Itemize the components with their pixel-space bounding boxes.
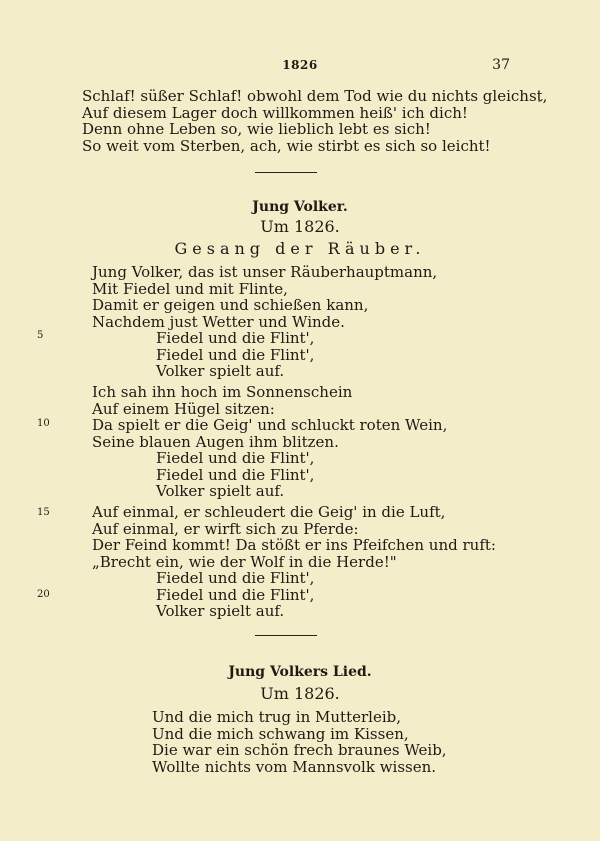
verse-line: Auf einem Hügel sitzen: xyxy=(92,399,275,418)
stanza xyxy=(92,384,447,500)
opening-stanza xyxy=(82,88,547,154)
poem-title: Jung Volker. xyxy=(252,199,348,215)
refrain-line: Fiedel und die Flint', xyxy=(156,465,315,484)
verse-line: Auf diesem Lager doch willkommen heiß' ich dich! xyxy=(82,103,468,122)
section-divider xyxy=(255,172,317,173)
refrain-line: Fiedel und die Flint', xyxy=(156,345,315,364)
line-number: 20 xyxy=(37,589,50,600)
stanza xyxy=(92,504,496,620)
refrain-line: Volker spielt auf. xyxy=(156,482,285,500)
verse-line: Nachdem just Wetter und Winde. xyxy=(92,312,345,331)
verse-line: Denn ohne Leben so, wie lieblich lebt es sich! xyxy=(82,120,431,138)
verse-line: Wollte nichts vom Mannsvolk wissen. xyxy=(152,757,437,776)
refrain-line: Fiedel und die Flint', xyxy=(156,569,315,587)
verse-line: „Brecht ein, wie der Wolf in die Herde!" xyxy=(92,552,397,571)
refrain-line: Fiedel und die Flint', xyxy=(156,585,315,604)
poem-date: Um 1826. xyxy=(260,217,340,236)
refrain-line: Volker spielt auf. xyxy=(156,362,285,380)
stanza xyxy=(92,264,437,380)
poem-date: Um 1826. xyxy=(260,684,340,703)
stanza xyxy=(152,709,447,775)
line-number: 10 xyxy=(37,418,50,429)
verse-line: Der Feind kommt! Da stößt er ins Pfeifchen und ruft: xyxy=(92,536,496,554)
refrain-line: Volker spielt auf. xyxy=(156,602,285,620)
poem-subtitle: Gesang der Räuber. xyxy=(174,239,426,258)
refrain-line: Fiedel und die Flint', xyxy=(156,449,315,467)
verse-line: Schlaf! süßer Schlaf! obwohl dem Tod wie du nichts gleichst, xyxy=(82,87,548,105)
refrain-line: Fiedel und die Flint', xyxy=(156,329,315,347)
verse-line: Die war ein schön frech braunes Weib, xyxy=(152,741,447,759)
verse-line: Mit Fiedel und mit Flinte, xyxy=(92,279,288,298)
verse-line: Ich sah ihn hoch im Sonnenschein xyxy=(92,383,353,401)
verse-line: Auf einmal, er schleudert die Geig' in die Luft, xyxy=(92,503,446,521)
verse-line: Und die mich trug in Mutterleib, xyxy=(152,708,401,726)
line-number: 15 xyxy=(37,507,50,518)
verse-line: Und die mich schwang im Kissen, xyxy=(152,724,409,743)
line-number: 5 xyxy=(37,330,44,341)
verse-line: Da spielt er die Geig' und schluckt roten Wein, xyxy=(92,416,448,434)
poem-title: Jung Volkers Lied. xyxy=(228,664,372,680)
verse-line: Jung Volker, das ist unser Räuberhauptmann, xyxy=(92,263,438,281)
page-number: 37 xyxy=(492,57,510,73)
running-header-year: 1826 xyxy=(282,58,318,72)
verse-line: Damit er geigen und schießen kann, xyxy=(92,296,369,314)
verse-line: Seine blauen Augen ihm blitzen. xyxy=(92,432,339,451)
verse-line: Auf einmal, er wirft sich zu Pferde: xyxy=(92,519,359,538)
verse-line: So weit vom Sterben, ach, wie stirbt es sich so leicht! xyxy=(82,136,491,155)
section-divider xyxy=(255,635,317,636)
